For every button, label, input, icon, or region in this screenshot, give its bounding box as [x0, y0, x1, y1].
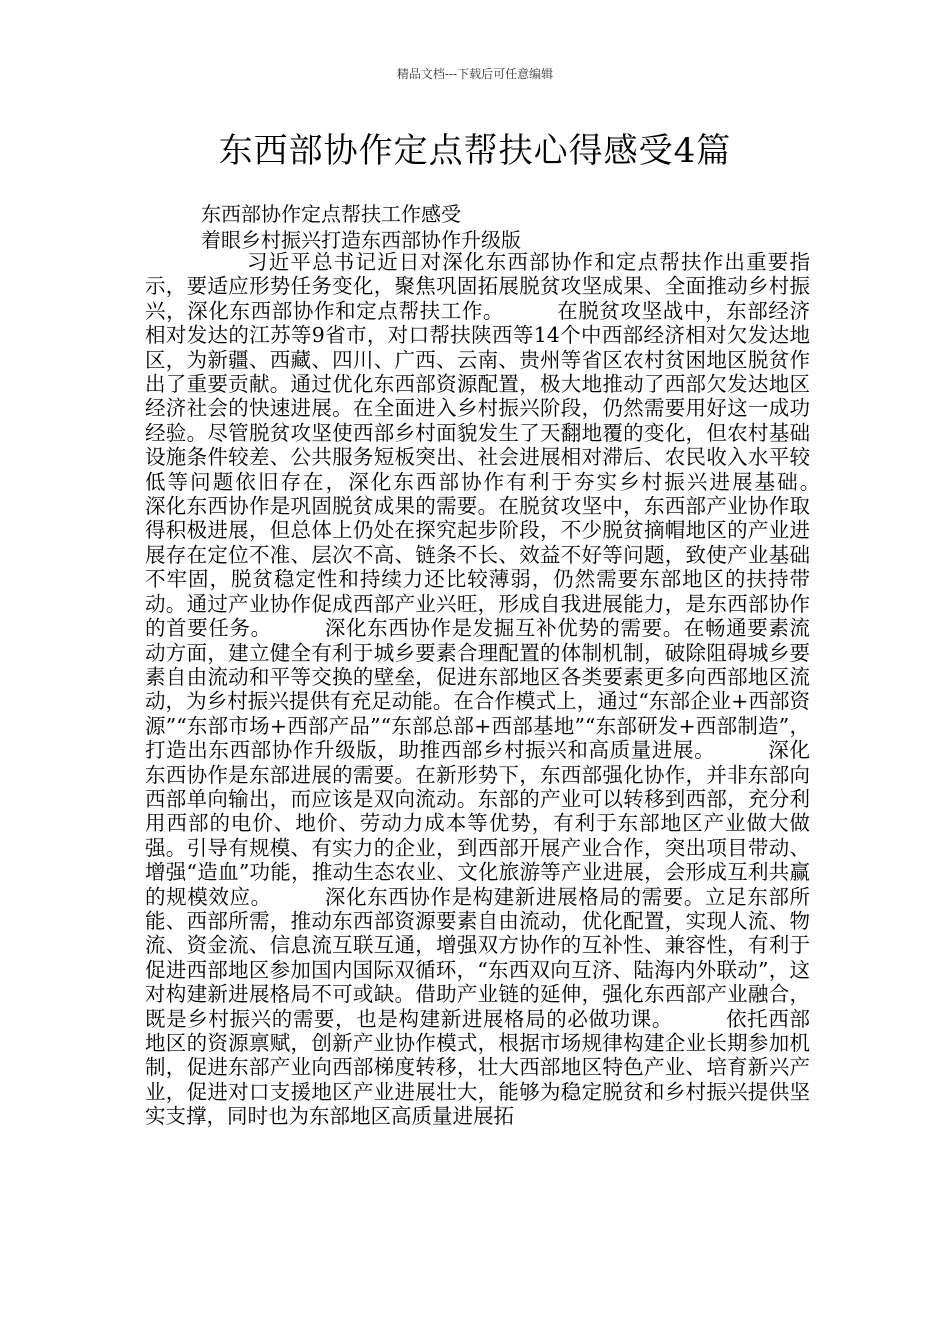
- document-title: 东西部协作定点帮扶心得感受4篇: [218, 131, 732, 171]
- subheading-2: 着眼乡村振兴打造东西部协作升级版: [201, 228, 521, 252]
- page-header-watermark: 精品文档---下载后可任意编辑: [396, 67, 554, 81]
- body-paragraph: 习近平总书记近日对深化东西部协作和定点帮扶作出重要指示，要适应形势任务变化，聚焦巩固拓展脱贫攻坚成果、全面推动乡村振兴，深化东西部协作和定点帮扶工作。 在脱贫攻坚战中，东部经济相对发达的江苏等9省市，对口帮扶陕西等14个中西部经济相对欠发达地区，为新疆、西藏、四川、广西、云南、贵州等省区农村贫困地区脱贫作出了重要贡献。通过优化东西部资源配置，极大地推动了西部欠发达地区经济社会的快速进展。在全面进入乡村振兴阶段，仍然需要用好这一成功经验。尽管脱贫攻坚使西部乡村面貌发生了天翻地覆的变化，但农村基础设施条件较差、公共服务短板突出、社会进展相对滞后、农民收入水平较低等问题依旧存在，深化东西部协作有利于夯实乡村振兴进展基础。 深化东西协作是巩固脱贫成果的需要。在脱贫攻坚中，东西部产业协作取得积极进展，但总体上仍处在探究起步阶段，不少脱贫摘帽地区的产业进展存在定位不准、层次不高、链条不长、效益不好等问题，致使产业基础不牢固，脱贫稳定性和持续力还比较薄弱，仍然需要东部地区的扶持带动。通过产业协作促成西部产业兴旺，形成自我进展能力，是东西部协作的首要任务。 深化东西协作是发掘互补优势的需要。在畅通要素流动方面，建立健全有利于城乡要素合理配置的体制机制，破除阻碍城乡要素自由流动和平等交换的壁垒，促进东部地区各类要素更多向西部地区流动，为乡村振兴提供有充足动能。在合作模式上，通过“东部企业+西部资源”“东部市场+西部产品”“东部总部+西部基地”“东部研发+西部制造”，打造出东西部协作升级版，助推西部乡村振兴和高质量进展。 深化东西协作是东部进展的需要。在新形势下，东西部强化协作，并非东部向西部单向输出，而应该是双向流动。东部的产业可以转移到西部，充分利用西部的电价、地价、劳动力成本等优势，有利于东部地区产业做大做强。引导有规模、有实力的企业，到西部开展产业合作，突出项目带动、增强“造血”功能，推动生态农业、文化旅游等产业进展，会形成互利共赢的规模效应。 深化东西协作是构建新进展格局的需要。立足东部所能、西部所需，推动东西部资源要素自由流动，优化配置，实现人流、物流、资金流、信息流互联互通，增强双方协作的互补性、兼容性，有利于促进西部地区参加国内国际双循环，“东西双向互济、陆海内外联动”，这对构建新进展格局不可或缺。借助产业链的延伸，强化东西部产业融合，既是乡村振兴的需要，也是构建新进展格局的必做功课。 依托西部地区的资源禀赋，创新产业协作模式，根据市场规律构建企业长期参加机制，促进东部产业向西部梯度转移，壮大西部地区特色产业、培育新兴产业，促进对口支援地区产业进展壮大，能够为稳定脱贫和乡村振兴提供坚实支撑，同时也为东部地区高质量进展拓: [145, 250, 872, 1129]
- subheading-1: 东西部协作定点帮扶工作感受: [201, 202, 461, 226]
